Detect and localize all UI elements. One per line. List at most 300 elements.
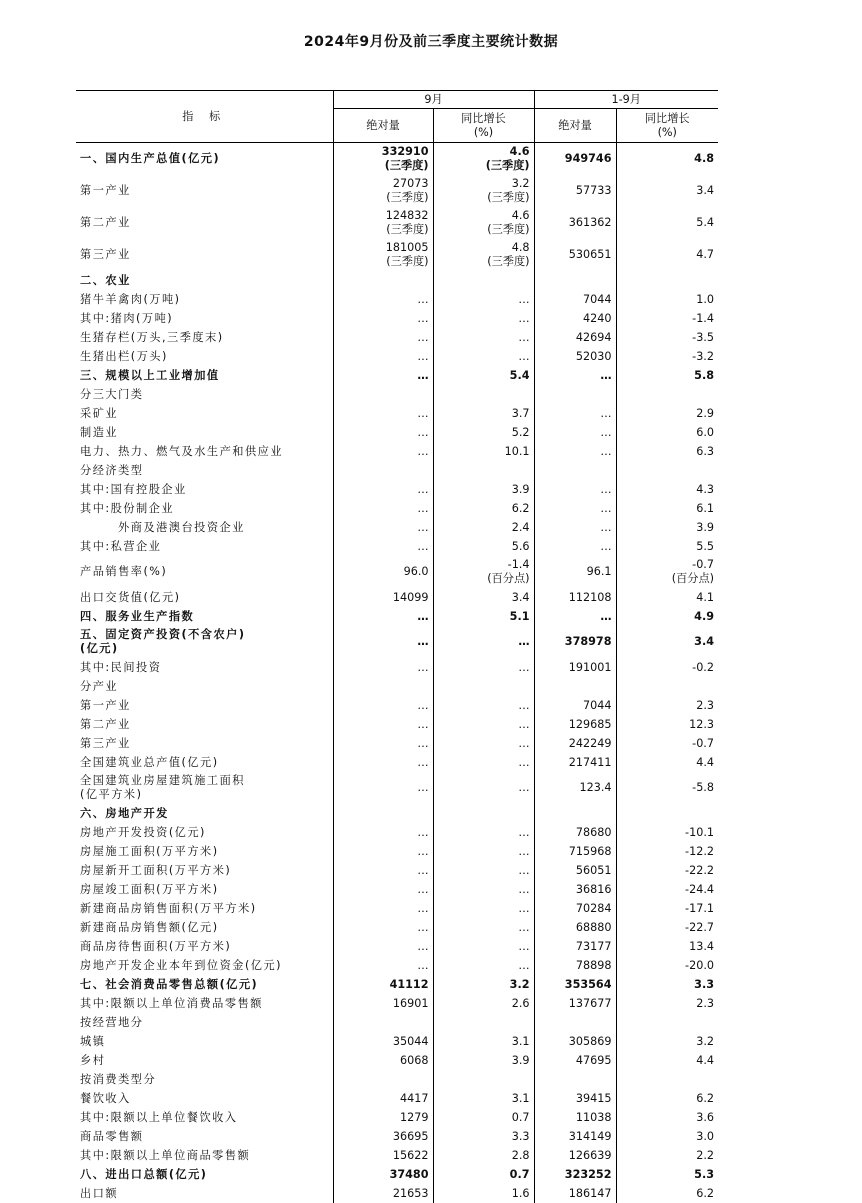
table-row <box>76 956 718 975</box>
month-yoy <box>433 804 534 823</box>
ytd-absolute <box>534 994 616 1013</box>
month-yoy-value: … <box>434 902 530 916</box>
table-row <box>76 937 718 956</box>
month-yoy <box>433 696 534 715</box>
indicator-label <box>76 772 333 804</box>
ytd-yoy <box>616 385 718 404</box>
ytd-yoy-value: 2.3 <box>617 997 715 1011</box>
indicator-label-value: 七、社会消费品零售总额(亿元) <box>80 978 333 992</box>
indicator-label-value: 六、房地产开发 <box>80 807 333 821</box>
month-absolute-value: … <box>334 635 429 649</box>
indicator-label-value: 产品销售率(%) <box>80 565 333 579</box>
month-yoy-value: … <box>434 312 530 326</box>
month-yoy-value: … <box>434 845 530 859</box>
month-yoy <box>433 772 534 804</box>
month-yoy <box>433 956 534 975</box>
month-yoy-value: 3.9 <box>434 1054 530 1068</box>
month-yoy-value: 3.9 <box>434 483 530 497</box>
table-row <box>76 899 718 918</box>
indicator-label-value: 第三产业 <box>80 248 333 262</box>
ytd-yoy <box>616 1127 718 1146</box>
month-yoy-note: (百分点) <box>434 572 530 586</box>
ytd-yoy <box>616 290 718 309</box>
ytd-yoy-value: 3.0 <box>617 1130 715 1144</box>
indicator-label <box>76 423 333 442</box>
ytd-yoy-value: 6.2 <box>617 1092 715 1106</box>
ytd-absolute <box>534 753 616 772</box>
ytd-absolute <box>534 480 616 499</box>
indicator-label <box>76 880 333 899</box>
table-row <box>76 918 718 937</box>
ytd-yoy-value: 6.1 <box>617 502 715 516</box>
indicator-label <box>76 239 333 271</box>
month-absolute-value: 37480 <box>334 1168 429 1182</box>
indicator-label-value: 采矿业 <box>80 407 333 421</box>
month-yoy <box>433 480 534 499</box>
month-absolute-value: … <box>334 445 429 459</box>
table-row <box>76 207 718 239</box>
month-absolute-value: … <box>334 661 429 675</box>
indicator-label-value: 第二产业 <box>80 216 333 230</box>
month-yoy-value: 5.2 <box>434 426 530 440</box>
table-row <box>76 715 718 734</box>
month-absolute <box>333 918 433 937</box>
table-row <box>76 607 718 626</box>
month-yoy-value: 3.4 <box>434 591 530 605</box>
month-yoy <box>433 1013 534 1032</box>
indicator-label-value: 第三产业 <box>80 737 333 751</box>
table-row <box>76 1108 718 1127</box>
ytd-yoy <box>616 1108 718 1127</box>
month-absolute-value: … <box>334 864 429 878</box>
month-yoy <box>433 1032 534 1051</box>
month-yoy-value: 5.4 <box>434 369 530 383</box>
ytd-yoy <box>616 1146 718 1165</box>
ytd-yoy <box>616 588 718 607</box>
month-yoy <box>433 1127 534 1146</box>
indicator-label-value: 一、国内生产总值(亿元) <box>80 152 333 166</box>
ytd-yoy-value: 6.3 <box>617 445 715 459</box>
ytd-absolute <box>534 207 616 239</box>
ytd-absolute <box>534 937 616 956</box>
month-yoy <box>433 290 534 309</box>
ytd-absolute <box>534 309 616 328</box>
table-row <box>76 1013 718 1032</box>
month-yoy <box>433 861 534 880</box>
month-absolute <box>333 1146 433 1165</box>
month-yoy-value: … <box>434 737 530 751</box>
indicator-label <box>76 861 333 880</box>
ytd-yoy-value: 6.2 <box>617 1187 715 1201</box>
month-absolute-value: 332910 <box>334 145 429 159</box>
indicator-label <box>76 1146 333 1165</box>
month-absolute-value: … <box>334 369 429 383</box>
month-absolute <box>333 772 433 804</box>
indicator-label-value: 全国建筑业房屋建筑施工面积 <box>80 774 333 788</box>
indicator-label <box>76 823 333 842</box>
month-absolute-note: (三季度) <box>334 191 429 205</box>
ytd-absolute-value: 129685 <box>535 718 612 732</box>
month-yoy <box>433 461 534 480</box>
ytd-yoy <box>616 956 718 975</box>
ytd-yoy-value: 4.8 <box>617 152 715 166</box>
ytd-yoy <box>616 1051 718 1070</box>
month-absolute-note: (三季度) <box>334 255 429 269</box>
ytd-absolute-value: 191001 <box>535 661 612 675</box>
indicator-label-value: 乡村 <box>80 1054 333 1068</box>
ytd-absolute <box>534 556 616 588</box>
ytd-yoy <box>616 861 718 880</box>
month-absolute <box>333 366 433 385</box>
ytd-yoy <box>616 207 718 239</box>
indicator-label <box>76 1165 333 1184</box>
table-row <box>76 696 718 715</box>
month-absolute <box>333 842 433 861</box>
table-row <box>76 734 718 753</box>
month-yoy <box>433 328 534 347</box>
month-yoy-value: 5.6 <box>434 540 530 554</box>
table-row <box>76 1127 718 1146</box>
indicator-label-value: 其中:限额以上单位消费品零售额 <box>80 997 333 1011</box>
table-row <box>76 423 718 442</box>
indicator-label-value: 房屋新开工面积(万平方米) <box>80 864 333 878</box>
indicator-label <box>76 626 333 658</box>
month-yoy <box>433 271 534 290</box>
ytd-absolute-value: 42694 <box>535 331 612 345</box>
indicator-label <box>76 442 333 461</box>
ytd-absolute-value: 353564 <box>535 978 612 992</box>
month-absolute <box>333 175 433 207</box>
month-absolute <box>333 626 433 658</box>
ytd-yoy-value: 3.4 <box>617 184 715 198</box>
ytd-absolute-value: 78898 <box>535 959 612 973</box>
indicator-label <box>76 309 333 328</box>
ytd-absolute-value: 70284 <box>535 902 612 916</box>
ytd-yoy <box>616 556 718 588</box>
month-yoy-value: … <box>434 781 530 795</box>
ytd-yoy-value: 2.9 <box>617 407 715 421</box>
ytd-yoy-value: 6.0 <box>617 426 715 440</box>
month-absolute <box>333 607 433 626</box>
ytd-yoy <box>616 715 718 734</box>
ytd-absolute-value: 11038 <box>535 1111 612 1125</box>
month-yoy-value: 0.7 <box>434 1111 530 1125</box>
ytd-absolute <box>534 239 616 271</box>
month-yoy <box>433 607 534 626</box>
indicator-label-value: 商品零售额 <box>80 1130 333 1144</box>
month-yoy <box>433 918 534 937</box>
ytd-yoy <box>616 937 718 956</box>
month-absolute-value: … <box>334 845 429 859</box>
month-yoy <box>433 899 534 918</box>
indicator-label-value: 四、服务业生产指数 <box>80 610 333 624</box>
ytd-absolute-value: 36816 <box>535 883 612 897</box>
ytd-yoy-value: 3.6 <box>617 1111 715 1125</box>
ytd-absolute <box>534 442 616 461</box>
table-row <box>76 772 718 804</box>
ytd-yoy <box>616 918 718 937</box>
ytd-absolute <box>534 143 616 176</box>
ytd-yoy-value: 5.5 <box>617 540 715 554</box>
month-absolute-value: … <box>334 426 429 440</box>
ytd-absolute <box>534 1070 616 1089</box>
table-row <box>76 556 718 588</box>
ytd-absolute <box>534 385 616 404</box>
month-absolute-value: 4417 <box>334 1092 429 1106</box>
table-row <box>76 366 718 385</box>
indicator-label <box>76 404 333 423</box>
indicator-label-value: 外商及港澳台投资企业 <box>118 521 333 535</box>
month-absolute-value: … <box>334 407 429 421</box>
ytd-absolute-value: … <box>535 610 612 624</box>
indicator-label <box>76 677 333 696</box>
ytd-yoy <box>616 347 718 366</box>
ytd-absolute <box>534 175 616 207</box>
ytd-yoy-value: 3.2 <box>617 1035 715 1049</box>
table-row <box>76 1146 718 1165</box>
month-absolute <box>333 899 433 918</box>
table-row <box>76 823 718 842</box>
month-yoy <box>433 823 534 842</box>
table-row <box>76 271 718 290</box>
ytd-yoy <box>616 772 718 804</box>
ytd-absolute <box>534 1127 616 1146</box>
ytd-absolute <box>534 347 616 366</box>
month-yoy-note: (三季度) <box>434 255 530 269</box>
indicator-label <box>76 366 333 385</box>
month-yoy <box>433 626 534 658</box>
table-row <box>76 1070 718 1089</box>
month-absolute-value: 35044 <box>334 1035 429 1049</box>
ytd-yoy <box>616 1089 718 1108</box>
month-yoy <box>433 1070 534 1089</box>
ytd-yoy <box>616 366 718 385</box>
ytd-yoy-value: -3.2 <box>617 350 715 364</box>
month-absolute <box>333 239 433 271</box>
month-yoy-value: … <box>434 940 530 954</box>
indicator-label-value: 分三大门类 <box>80 388 333 402</box>
ytd-absolute <box>534 271 616 290</box>
month-yoy-value: 5.1 <box>434 610 530 624</box>
month-yoy-value: 1.6 <box>434 1187 530 1201</box>
indicator-label <box>76 734 333 753</box>
ytd-absolute-value: 57733 <box>535 184 612 198</box>
month-yoy-value: 3.3 <box>434 1130 530 1144</box>
ytd-absolute-value: 68880 <box>535 921 612 935</box>
ytd-yoy-value: 5.3 <box>617 1168 715 1182</box>
ytd-absolute-value: 715968 <box>535 845 612 859</box>
month-yoy-value: … <box>434 883 530 897</box>
ytd-absolute-header: 绝对量 <box>534 109 616 143</box>
month-yoy <box>433 347 534 366</box>
ytd-yoy-value: 5.8 <box>617 369 715 383</box>
table-row <box>76 404 718 423</box>
ytd-yoy <box>616 328 718 347</box>
indicator-label-value: 其中:股份制企业 <box>80 502 333 516</box>
month-yoy-note: (三季度) <box>434 159 530 173</box>
ytd-yoy-value: 4.3 <box>617 483 715 497</box>
indicator-label-value: 其中:限额以上单位餐饮收入 <box>80 1111 333 1125</box>
month-absolute-value: … <box>334 331 429 345</box>
ytd-yoy-value: -24.4 <box>617 883 715 897</box>
yoy-label: 同比增长 <box>617 112 719 126</box>
ytd-yoy-value: 12.3 <box>617 718 715 732</box>
indicator-label <box>76 1051 333 1070</box>
ytd-absolute <box>534 918 616 937</box>
table-row <box>76 804 718 823</box>
ytd-yoy-value: 3.4 <box>617 635 715 649</box>
month-absolute-value: … <box>334 350 429 364</box>
indicator-label <box>76 715 333 734</box>
month-absolute-note: (三季度) <box>334 159 429 173</box>
month-yoy <box>433 677 534 696</box>
indicator-label <box>76 1184 333 1203</box>
ytd-absolute-value: 47695 <box>535 1054 612 1068</box>
month-yoy <box>433 588 534 607</box>
indicator-label-note: (亿元) <box>80 642 333 656</box>
ytd-absolute-value: 378978 <box>535 635 612 649</box>
indicator-label <box>76 899 333 918</box>
table-row <box>76 677 718 696</box>
indicator-label-value: 出口交货值(亿元) <box>80 591 333 605</box>
month-absolute-value: 21653 <box>334 1187 429 1201</box>
month-absolute <box>333 207 433 239</box>
month-yoy-value: 4.6 <box>434 209 530 223</box>
month-yoy <box>433 143 534 176</box>
table-row <box>76 309 718 328</box>
month-yoy-header <box>433 109 534 143</box>
ytd-yoy <box>616 804 718 823</box>
ytd-yoy <box>616 899 718 918</box>
month-absolute-value: … <box>334 483 429 497</box>
month-absolute <box>333 1051 433 1070</box>
table-row <box>76 328 718 347</box>
ytd-yoy <box>616 404 718 423</box>
month-absolute-value: … <box>334 781 429 795</box>
month-yoy-note: (三季度) <box>434 223 530 237</box>
indicator-label <box>76 290 333 309</box>
ytd-absolute <box>534 975 616 994</box>
ytd-yoy <box>616 175 718 207</box>
month-yoy <box>433 518 534 537</box>
ytd-yoy <box>616 1070 718 1089</box>
ytd-yoy-value: -5.8 <box>617 781 715 795</box>
month-absolute-value: … <box>334 312 429 326</box>
indicator-label <box>76 1013 333 1032</box>
ytd-yoy <box>616 518 718 537</box>
indicator-label-value: 按经营地分 <box>80 1016 333 1030</box>
month-absolute-value: … <box>334 718 429 732</box>
indicator-label-value: 五、固定资产投资(不含农户) <box>80 628 333 642</box>
ytd-absolute-value: 242249 <box>535 737 612 751</box>
ytd-yoy-value: 3.3 <box>617 978 715 992</box>
month-yoy <box>433 404 534 423</box>
ytd-absolute-value: 39415 <box>535 1092 612 1106</box>
month-yoy <box>433 1089 534 1108</box>
month-yoy <box>433 734 534 753</box>
ytd-yoy <box>616 1013 718 1032</box>
month-absolute-value: 124832 <box>334 209 429 223</box>
indicator-label-value: 房屋施工面积(万平方米) <box>80 845 333 859</box>
ytd-absolute <box>534 607 616 626</box>
month-absolute <box>333 1089 433 1108</box>
ytd-absolute <box>534 899 616 918</box>
month-yoy-value: 2.6 <box>434 997 530 1011</box>
month-yoy-value: 10.1 <box>434 445 530 459</box>
month-absolute <box>333 677 433 696</box>
month-absolute-header: 绝对量 <box>333 109 433 143</box>
indicator-label-value: 制造业 <box>80 426 333 440</box>
ytd-yoy-value: 1.0 <box>617 293 715 307</box>
ytd-absolute-value: 4240 <box>535 312 612 326</box>
table-row <box>76 1165 718 1184</box>
month-absolute-value: … <box>334 756 429 770</box>
indicator-label-note: (亿平方米) <box>80 788 333 802</box>
ytd-yoy-value: 13.4 <box>617 940 715 954</box>
ytd-absolute <box>534 1165 616 1184</box>
indicator-label <box>76 1070 333 1089</box>
ytd-absolute-value: … <box>535 407 612 421</box>
month-yoy <box>433 207 534 239</box>
month-absolute <box>333 880 433 899</box>
indicator-label <box>76 918 333 937</box>
ytd-yoy <box>616 696 718 715</box>
table-row <box>76 658 718 677</box>
indicator-label <box>76 143 333 176</box>
indicator-label-value: 全国建筑业总产值(亿元) <box>80 756 333 770</box>
indicator-label-value: 新建商品房销售面积(万平方米) <box>80 902 333 916</box>
month-absolute <box>333 1127 433 1146</box>
month-absolute <box>333 518 433 537</box>
ytd-yoy <box>616 658 718 677</box>
indicator-label-value: 其中:猪肉(万吨) <box>80 312 333 326</box>
ytd-yoy <box>616 423 718 442</box>
month-absolute <box>333 404 433 423</box>
ytd-yoy <box>616 1165 718 1184</box>
indicator-label-value: 三、规模以上工业增加值 <box>80 369 333 383</box>
indicator-label <box>76 994 333 1013</box>
month-yoy-value: 0.7 <box>434 1168 530 1182</box>
indicator-label <box>76 696 333 715</box>
ytd-absolute <box>534 1089 616 1108</box>
month-absolute <box>333 1070 433 1089</box>
ytd-yoy <box>616 1032 718 1051</box>
month-absolute <box>333 537 433 556</box>
ytd-yoy-value: -0.7 <box>617 558 715 572</box>
month-yoy-value: 3.2 <box>434 978 530 992</box>
ytd-yoy <box>616 994 718 1013</box>
indicator-label-value: 商品房待售面积(万平方米) <box>80 940 333 954</box>
ytd-yoy-value: -1.4 <box>617 312 715 326</box>
ytd-yoy <box>616 677 718 696</box>
month-yoy <box>433 880 534 899</box>
month-yoy-value: 6.2 <box>434 502 530 516</box>
table-row <box>76 1089 718 1108</box>
month-absolute <box>333 328 433 347</box>
ytd-absolute <box>534 772 616 804</box>
month-yoy <box>433 1108 534 1127</box>
indicator-label-value: 城镇 <box>80 1035 333 1049</box>
month-yoy-value: … <box>434 959 530 973</box>
ytd-absolute-value: 126639 <box>535 1149 612 1163</box>
month-yoy <box>433 994 534 1013</box>
indicator-label-value: 分产业 <box>80 680 333 694</box>
month-absolute <box>333 271 433 290</box>
ytd-absolute <box>534 823 616 842</box>
table-row <box>76 975 718 994</box>
month-absolute <box>333 385 433 404</box>
table-row <box>76 143 718 176</box>
